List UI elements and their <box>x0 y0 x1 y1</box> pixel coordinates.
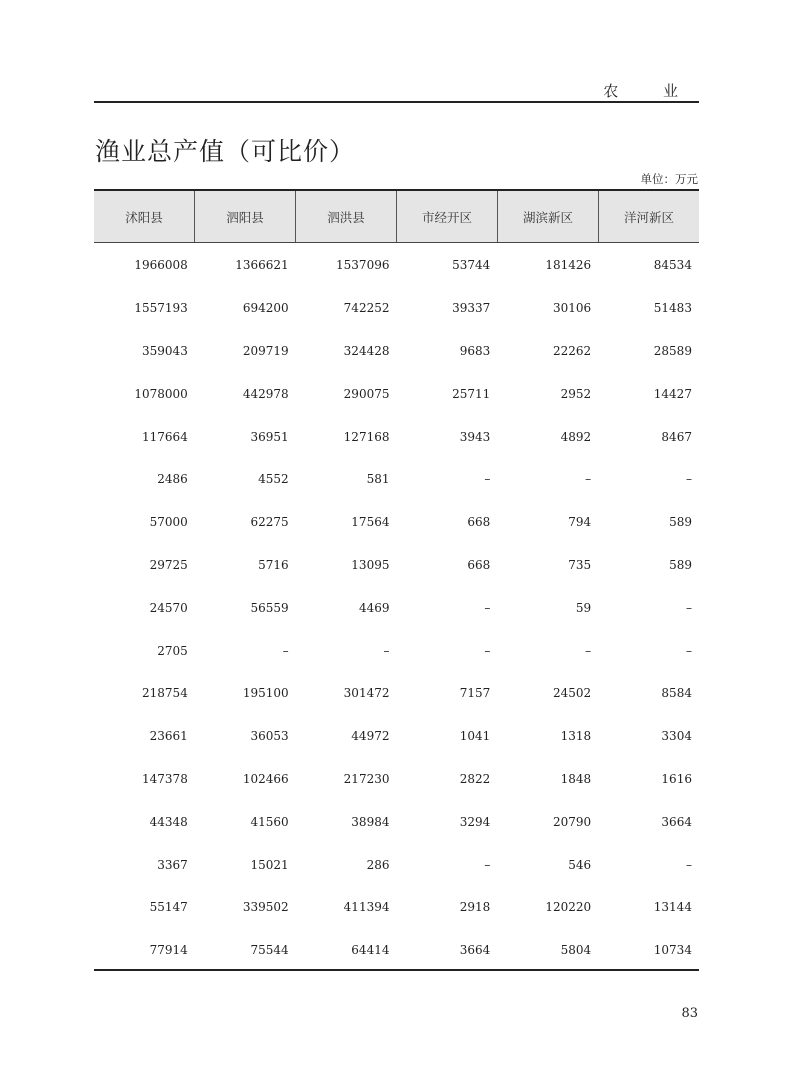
table-cell: 301472 <box>343 686 390 701</box>
table-cell: 36951 <box>250 429 289 444</box>
table-cell: – <box>685 857 692 872</box>
table-row <box>94 629 699 672</box>
table-cell: – <box>685 600 692 615</box>
table-cell: 359043 <box>142 343 188 358</box>
table-cell: 13144 <box>653 900 692 915</box>
table-row <box>94 586 699 629</box>
table-cell: 75544 <box>250 943 289 958</box>
table-cell: 589 <box>669 515 692 530</box>
table-row <box>94 458 699 501</box>
column-header: 泗阳县 <box>194 191 295 242</box>
table-cell: 62275 <box>250 515 289 530</box>
table-cell: 4892 <box>560 429 592 444</box>
table-cell: 22262 <box>552 343 592 358</box>
table-cell: 668 <box>467 557 491 572</box>
table-cell: – <box>484 857 491 872</box>
table-cell: 1557193 <box>134 301 188 316</box>
table-cell: 51483 <box>653 301 692 316</box>
table-cell: 36053 <box>250 729 289 744</box>
table-cell: 77914 <box>149 943 188 958</box>
table-cell: 5716 <box>258 557 289 572</box>
table-cell: 2952 <box>560 386 592 401</box>
table-cell: – <box>685 472 692 487</box>
table-cell: 10734 <box>653 943 692 958</box>
table-cell: 4552 <box>258 472 289 487</box>
table-cell: 209719 <box>242 343 289 358</box>
table-cell: – <box>585 643 592 658</box>
table-cell: 17564 <box>351 515 390 530</box>
table-row <box>94 715 699 758</box>
table-cell: 56559 <box>250 600 289 615</box>
table-cell: 324428 <box>343 343 390 358</box>
table-cell: 1041 <box>459 729 491 744</box>
table-cell: 589 <box>669 557 692 572</box>
table-cell: – <box>484 643 491 658</box>
table-cell: 3664 <box>661 814 692 829</box>
table-cell: 195100 <box>242 686 289 701</box>
table-row <box>94 544 699 587</box>
table-cell: 7157 <box>459 686 491 701</box>
table-cell: 24570 <box>149 600 188 615</box>
table-body <box>94 244 699 972</box>
table-row <box>94 330 699 373</box>
table-bottom-rule <box>94 969 699 971</box>
table-cell: 290075 <box>343 386 390 401</box>
column-header: 沭阳县 <box>125 209 163 225</box>
table-cell: 1966008 <box>134 258 188 273</box>
table-cell: 41560 <box>250 814 289 829</box>
table-cell: 442978 <box>242 386 289 401</box>
table-row <box>94 287 699 330</box>
table-cell: 38984 <box>351 814 390 829</box>
table-cell: 3304 <box>661 729 692 744</box>
table-cell: 127168 <box>343 429 390 444</box>
table-cell: 39337 <box>452 301 491 316</box>
table-cell: 147378 <box>142 771 188 786</box>
table-cell: 5804 <box>560 943 592 958</box>
table-cell: 84534 <box>653 258 692 273</box>
table-cell: 339502 <box>242 900 289 915</box>
table-row <box>94 843 699 886</box>
page-title: 渔业总产值（可比价） <box>95 137 356 166</box>
table-cell: 411394 <box>343 900 390 915</box>
table-cell: 2822 <box>459 771 491 786</box>
column-header: 洋河新区 <box>598 191 699 242</box>
column-header: 湖滨新区 <box>497 191 598 242</box>
table-cell: 1078000 <box>134 386 188 401</box>
table-cell: 23661 <box>149 729 188 744</box>
table-cell: 57000 <box>149 515 188 530</box>
table-cell: 24502 <box>552 686 592 701</box>
table-cell: 217230 <box>343 771 390 786</box>
unit-label: 单位：万元 <box>640 172 698 186</box>
table-cell: 28589 <box>653 343 692 358</box>
table-cell: 181426 <box>545 258 592 273</box>
table-cell: 59 <box>575 600 592 615</box>
table-row <box>94 672 699 715</box>
table-cell: 8584 <box>661 686 692 701</box>
table-cell: 1318 <box>560 729 592 744</box>
table-cell: 2486 <box>157 472 188 487</box>
table-cell: 25711 <box>452 386 491 401</box>
table-row <box>94 244 699 287</box>
table-cell: 53744 <box>452 258 491 273</box>
table-cell: – <box>282 643 289 658</box>
table-cell: – <box>585 472 592 487</box>
header-rule <box>94 101 699 103</box>
table-cell: – <box>484 472 491 487</box>
table-cell: 4469 <box>358 600 390 615</box>
table-cell: 2705 <box>157 643 188 658</box>
table-cell: 15021 <box>250 857 289 872</box>
table-cell: 55147 <box>149 900 188 915</box>
table-cell: 694200 <box>242 301 289 316</box>
table-row <box>94 929 699 972</box>
table-cell: 794 <box>568 515 592 530</box>
table-cell: 1848 <box>560 771 592 786</box>
section-header-label: 农 业 <box>603 82 698 100</box>
column-header: 市经开区 <box>396 191 497 242</box>
table-cell: 2918 <box>459 900 491 915</box>
table-cell: 64414 <box>351 943 390 958</box>
table-cell: 44348 <box>149 814 188 829</box>
table-cell: 581 <box>366 472 390 487</box>
table-cell: 1537096 <box>336 258 390 273</box>
table-cell: – <box>383 643 390 658</box>
table-row <box>94 501 699 544</box>
table-header-rule <box>94 242 699 243</box>
table-cell: 3664 <box>459 943 491 958</box>
table-cell: 3294 <box>459 814 491 829</box>
table-cell: 14427 <box>653 386 692 401</box>
table-row <box>94 886 699 929</box>
table-cell: 9683 <box>459 343 491 358</box>
page-number: 83 <box>681 1006 698 1021</box>
table-cell: 286 <box>366 857 390 872</box>
table-cell: 30106 <box>552 301 592 316</box>
table-cell: 1366621 <box>235 258 289 273</box>
table-cell: 102466 <box>242 771 289 786</box>
table-cell: 29725 <box>149 557 188 572</box>
table-cell: 546 <box>568 857 592 872</box>
table-cell: – <box>484 600 491 615</box>
column-header: 泗洪县 <box>295 191 396 242</box>
table-cell: 117664 <box>142 429 188 444</box>
table-cell: 13095 <box>351 557 390 572</box>
table-row <box>94 800 699 843</box>
table-cell: 20790 <box>552 814 592 829</box>
table-cell: 44972 <box>351 729 390 744</box>
table-cell: 218754 <box>142 686 188 701</box>
table-cell: 742252 <box>343 301 390 316</box>
table-cell: 1616 <box>661 771 692 786</box>
table-cell: 3367 <box>157 857 188 872</box>
table-cell: 3943 <box>459 429 491 444</box>
table-row <box>94 372 699 415</box>
table-row <box>94 758 699 801</box>
table-header <box>94 191 699 242</box>
table-row <box>94 415 699 458</box>
table-cell: 8467 <box>661 429 692 444</box>
table-cell: 735 <box>568 557 592 572</box>
table-cell: 668 <box>467 515 491 530</box>
table-cell: 120220 <box>545 900 592 915</box>
table-cell: – <box>685 643 692 658</box>
